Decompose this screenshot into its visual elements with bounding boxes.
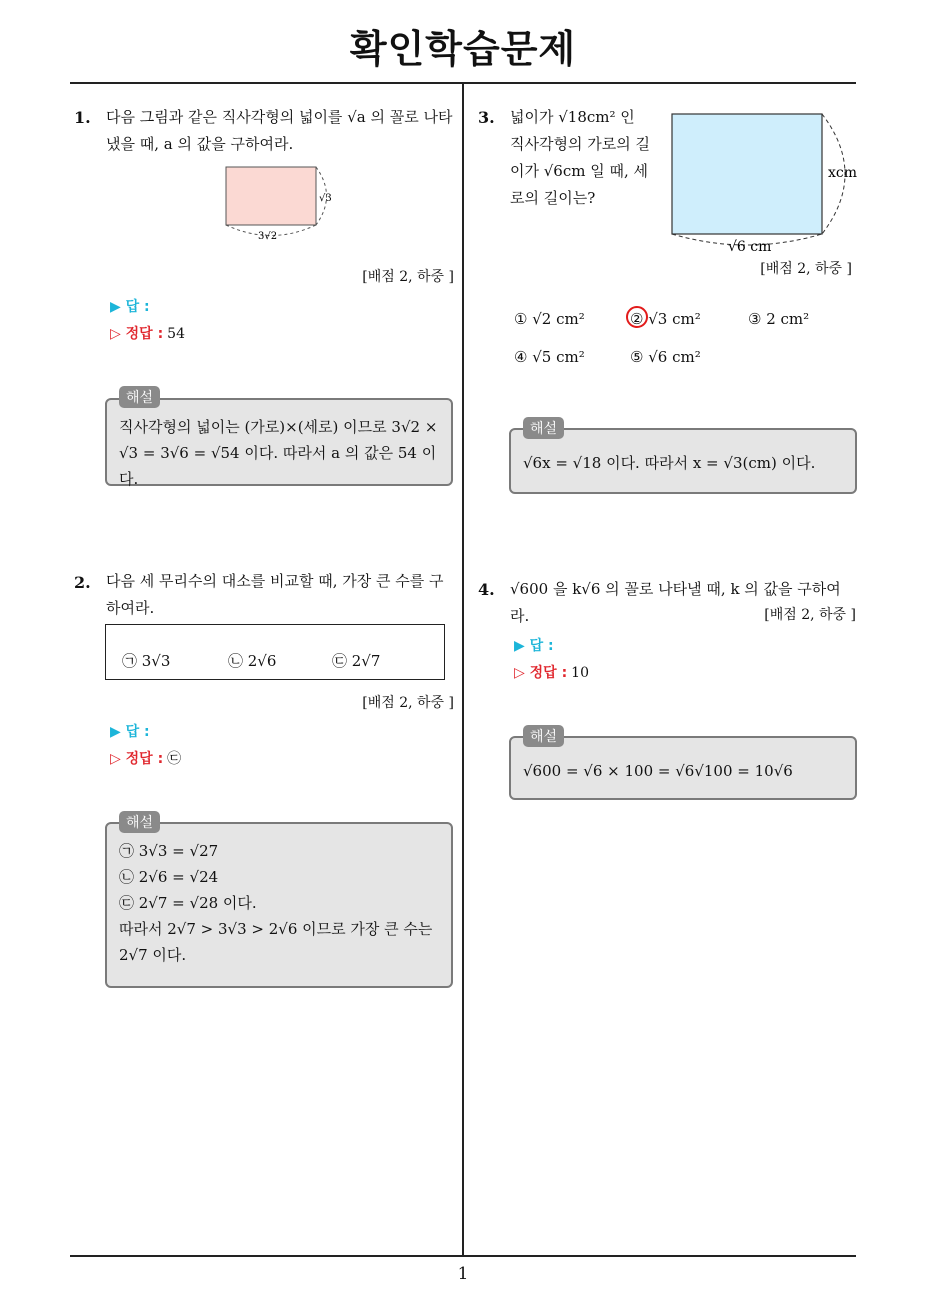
- question-number: 3.: [478, 108, 495, 127]
- question-text-line: 넓이가 √18cm² 인: [510, 108, 635, 126]
- correct-label: ▷ 정답 :: [110, 326, 164, 342]
- figure-bottom-label: √6 cm: [728, 239, 772, 255]
- explanation-box: [105, 398, 453, 486]
- explanation-tag: 해설: [523, 417, 564, 439]
- choice-5[interactable]: ⑤ √6 cm²: [630, 348, 701, 366]
- question-text: [106, 104, 458, 158]
- score-label: [배점 2, 하중 ]: [362, 269, 454, 285]
- explanation-tag: 해설: [523, 725, 564, 747]
- score-label: [배점 2, 하중 ]: [362, 695, 454, 711]
- choice-1[interactable]: ① √2 cm²: [514, 310, 585, 328]
- figure-side-label: √3: [319, 193, 332, 204]
- question-text-line: 로의 길이는?: [510, 189, 596, 207]
- score-label: [배점 2, 하중 ]: [760, 261, 852, 277]
- question-text-line: 하여라.: [106, 599, 155, 617]
- page-title: 확인학습문제: [349, 27, 577, 71]
- page-number: 1: [457, 1264, 469, 1284]
- figure-side-label: xcm: [828, 165, 858, 181]
- score-label: [배점 2, 하중 ]: [764, 607, 856, 623]
- explanation-line: √600 = √6 × 100 = √6√100 = 10√6: [523, 762, 793, 780]
- explanation-line: ㉠ 3√3 = √27: [119, 842, 219, 860]
- question-text-line: 다음 세 무리수의 대소를 비교할 때, 가장 큰 수를 구: [106, 572, 444, 590]
- comparison-box: [105, 624, 445, 680]
- explanation-line: ㉢ 2√7 = √28 이다.: [119, 894, 257, 912]
- rectangle-figure: [660, 104, 865, 260]
- explanation-line: √6x = √18 이다. 따라서 x = √3(cm) 이다.: [523, 454, 816, 472]
- explanation-line: √3 = 3√6 = √54 이다. 따라서 a 의 값은 54 이다.: [119, 444, 437, 488]
- choice-4[interactable]: ④ √5 cm²: [514, 348, 585, 366]
- explanation-box: [105, 822, 453, 988]
- comparison-item: ㉡ 2√6: [228, 652, 277, 670]
- correct-answer: [514, 662, 589, 682]
- rectangle-figure: [215, 160, 345, 246]
- question-text-line: 다음 그림과 같은 직사각형의 넓이를 √a 의 꼴로 나타: [106, 108, 453, 126]
- question-text: [106, 568, 458, 622]
- correct-answer: [110, 748, 181, 768]
- selected-circle-mark: [625, 304, 651, 330]
- correct-answer: [110, 323, 185, 343]
- explanation-line: ㉡ 2√6 = √24: [119, 868, 219, 886]
- correct-label: ▷ 정답 :: [110, 751, 164, 767]
- choice-3[interactable]: ③ 2 cm²: [748, 310, 810, 328]
- question-text-line: 직사각형의 가로의 길: [510, 135, 650, 153]
- explanation-line: 2√7 이다.: [119, 946, 187, 964]
- answer-label: ▶ 답 :: [514, 638, 554, 654]
- answer-label: ▶ 답 :: [110, 724, 150, 740]
- comparison-item: ㉢ 2√7: [332, 652, 381, 670]
- explanation-line: 직사각형의 넓이는 (가로)×(세로) 이므로 3√2 ×: [119, 418, 438, 436]
- question-number: 1.: [74, 108, 91, 127]
- correct-value: ㉢: [167, 751, 182, 767]
- correct-value: 54: [167, 326, 185, 342]
- question-text-line: 냈을 때, a 의 값을 구하여라.: [106, 135, 294, 153]
- question-number: 2.: [74, 573, 91, 592]
- correct-value: 10: [571, 665, 589, 681]
- correct-label: ▷ 정답 :: [514, 665, 568, 681]
- question-text-line: √600 을 k√6 의 꼴로 나타낼 때, k 의 값을 구하여라.: [510, 580, 841, 625]
- answer-label: ▶ 답 :: [110, 299, 150, 315]
- explanation-line: 따라서 2√7 > 3√3 > 2√6 이므로 가장 큰 수는: [119, 920, 433, 938]
- column-divider: [462, 84, 464, 1256]
- explanation-tag: 해설: [119, 811, 160, 833]
- figure-bottom-label: 3√2: [258, 231, 278, 242]
- question-text-line: 이가 √6cm 일 때, 세: [510, 162, 649, 180]
- question-number: 4.: [478, 580, 495, 599]
- bottom-rule: [70, 1255, 856, 1257]
- explanation-tag: 해설: [119, 386, 160, 408]
- choice-2[interactable]: ② √3 cm²: [630, 310, 701, 328]
- comparison-item: ㉠ 3√3: [122, 652, 171, 670]
- question-text: [510, 104, 670, 212]
